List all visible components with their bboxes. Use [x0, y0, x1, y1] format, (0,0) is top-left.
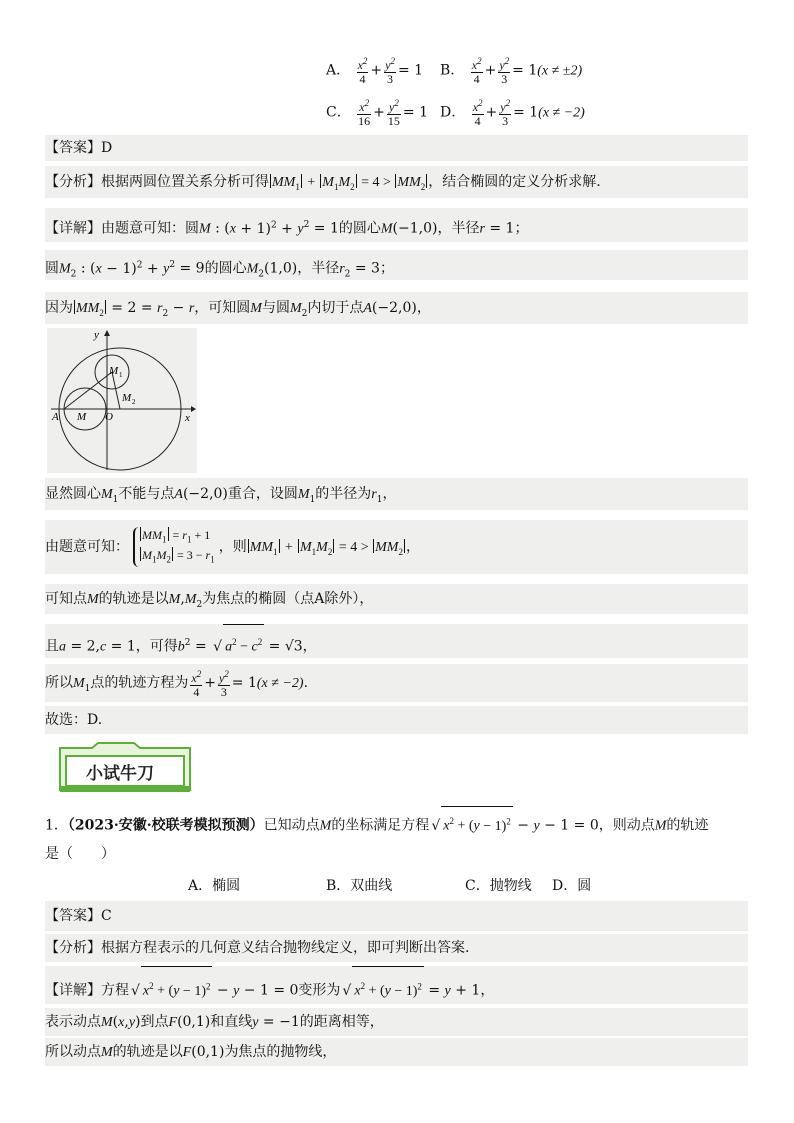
point-m2-label: M	[122, 392, 132, 404]
detail-text: 不能与点	[118, 486, 175, 502]
detail-text: ，可得	[135, 638, 178, 655]
q1-option-a[interactable]: A．椭圆	[188, 878, 241, 894]
detail2-line-1: 【详解】方程 √ $x^2 + (y - 1)^2 - y - 1 = 0$变形为 √ $x^2 + (y - 1)^2 = y + 1$，	[45, 966, 748, 1004]
analysis-tag: 【分析】	[45, 940, 101, 956]
detail-text: 圆	[45, 260, 59, 277]
detail-text: ，	[480, 982, 495, 999]
option-a-top: A． $\frac{x^2}{4}$ + $\frac{y^2}{3}$ = 1	[326, 56, 424, 86]
detail2-line-3: 所以动点M的轨迹是以F(0,1)为焦点的抛物线，	[45, 1038, 748, 1066]
answer-tag: 【答案】	[45, 140, 101, 156]
detail-text: ，	[405, 539, 420, 555]
option-d-top: D． $\frac{x^2}{4}$ + $\frac{y^2}{3}$ = 1(x ≠ −2)	[440, 98, 585, 128]
analysis-line-1: 【分析】根据两圆位置关系分析可得 $MM_1 + M_1M_2 = 4 > MM_2$ ，结合椭圆的定义分析求解.	[45, 166, 748, 198]
question-text: 是（ ）	[45, 846, 115, 862]
q1-option-d[interactable]: D．圆	[552, 878, 592, 894]
detail-text: ；	[379, 260, 394, 277]
detail-text: ，	[302, 638, 317, 655]
detail-text: 所以	[45, 675, 73, 691]
q1-option-c[interactable]: C．抛物线	[465, 878, 532, 894]
detail-text: 由题意可知：	[45, 539, 129, 555]
answer-value: C	[101, 908, 112, 924]
answer-value: D	[101, 140, 113, 156]
detail-text: 和直线	[210, 1014, 253, 1030]
detail-line-2: 圆$M_2$ : $(x - 1)^2 + y^2 = 9$的圆心$M_2(1,0)$，半径$r_2 = 3$；	[45, 250, 748, 280]
y-axis-arrow	[104, 330, 110, 336]
analysis-text: 根据方程表示的几何意义结合抛物线定义，即可判断出答案.	[101, 940, 470, 956]
detail-text: ，	[416, 300, 431, 316]
detail-text: .	[303, 675, 309, 691]
detail-text: 重合，设圆	[227, 486, 298, 502]
detail-text: 且	[45, 638, 59, 655]
question-line-1: 1．（2023·安徽·校联考模拟预测）已知动点M的坐标满足方程 √ $x^2 + (y - 1)^2 - y - 1 = 0$，则动点M的轨迹	[45, 806, 748, 834]
question-line-2	[45, 842, 748, 866]
point-o-label: O	[105, 411, 113, 423]
detail-text: 的轨迹是以	[112, 1044, 183, 1060]
detail-text: ，可知圆	[194, 300, 251, 316]
detail-text: 的轨迹是以	[98, 591, 169, 607]
detail-text: 为焦点的椭圆（点A除外），	[202, 591, 374, 607]
detail-text: 到点	[140, 1014, 169, 1030]
detail-text: 的距离相等，	[299, 1014, 384, 1030]
detail-tag: 【详解】	[45, 220, 101, 237]
answer-line-2	[45, 901, 748, 931]
detail-text: 点的轨迹方程为	[90, 675, 189, 691]
q1-option-b[interactable]: B．双曲线	[326, 878, 393, 894]
x-axis-arrow	[191, 406, 196, 412]
section-header-badge	[56, 742, 194, 794]
option-label: A．	[326, 62, 351, 79]
detail-line-8: 所以$M_1$点的轨迹方程为 $\frac{x^2}{4}$ + $\frac{y^2}{3}$ = 1(x ≠ −2).	[45, 664, 748, 702]
option-label: D．	[440, 104, 466, 121]
answer-tag: 【答案】	[45, 908, 101, 924]
detail-text: 所以动点	[45, 1044, 101, 1060]
point-m1-label: M	[109, 365, 119, 377]
detail-line-1: 【详解】由题意可知：圆M : $(x + 1)^2 + y^2 = 1$的圆心M(−1,0)，半径r = 1；	[45, 208, 748, 242]
question-text: 的轨迹	[666, 817, 709, 834]
axis-x-label: x	[185, 412, 190, 424]
section-title: 小试牛刀	[86, 764, 154, 784]
detail-text: ，	[382, 486, 397, 502]
detail-line-3: 因为 $MM_2 = 2 = r_2 - r$，可知圆M与圆$M_2$内切于点A(−2,0)，	[45, 292, 748, 324]
point-m2-sub: 2	[132, 398, 136, 406]
circle-figure	[47, 328, 197, 473]
option-c-top: C． $\frac{x^2}{16}$ + $\frac{y^2}{15}$ = 1	[326, 98, 428, 128]
option-label: B．	[440, 62, 465, 79]
analysis-line-2	[45, 934, 748, 962]
detail-text: 变形为	[298, 982, 341, 999]
question-text: ，则动点	[598, 817, 655, 834]
analysis-text: 根据两圆位置关系分析可得	[101, 174, 269, 190]
detail-line-5: 由题意可知： $MM_1 = r_1 + 1$ $M_1M_2 = 3 - r_1$ ，则 $MM_1 + M_1M_2 = 4 > MM_2$ ，	[45, 520, 748, 574]
detail2-line-2: 表示动点M(x,y)到点F(0,1)和直线y = −1的距离相等，	[45, 1008, 748, 1036]
detail-text: ，则	[218, 539, 247, 555]
detail-text: 的圆心	[204, 260, 247, 277]
detail-text: 为焦点的抛物线，	[224, 1044, 337, 1060]
detail-text: 表示动点	[45, 1014, 101, 1030]
detail-text: 内切于点	[307, 300, 364, 316]
conclusion-text: 故选：D.	[45, 712, 103, 728]
question-source: （2023·安徽·校联考模拟预测）	[67, 817, 264, 834]
detail-text: ，半径	[297, 260, 340, 277]
option-b-top: B． $\frac{x^2}{4}$ + $\frac{y^2}{3}$ = 1(x ≠ ±2)	[440, 56, 583, 86]
detail-text: 由题意可知：圆	[101, 220, 199, 237]
point-m1-sub: 1	[119, 371, 123, 379]
analysis-text: ，结合椭圆的定义分析求解.	[428, 174, 601, 190]
detail-text: 与圆	[261, 300, 290, 316]
circle-diagram	[47, 328, 197, 473]
detail-text: ，半径	[437, 220, 480, 237]
question-number: 1．	[45, 817, 68, 834]
detail-text: 的半径为	[315, 486, 372, 502]
analysis-tag: 【分析】	[45, 174, 101, 190]
detail-text: 可知点	[45, 591, 87, 607]
axis-y-label: y	[94, 329, 99, 341]
detail-tag: 【详解】	[45, 982, 101, 999]
point-a-label: A	[52, 411, 59, 423]
detail-line-6: 可知点M的轨迹是以$M,M_2$为焦点的椭圆（点A除外），	[45, 584, 748, 614]
detail-text: 方程	[101, 982, 129, 999]
detail-text: 的圆心	[338, 220, 381, 237]
detail-text: 因为	[45, 300, 73, 316]
detail-line-7: 且a = 2,c = 1，可得$b^2$ = √ $a^2 - c^2 = √3$，	[45, 624, 748, 658]
detail-line-4: 显然圆心$M_1$不能与点A(−2,0)重合，设圆$M_1$的半径为$r_1$，	[45, 478, 748, 510]
detail-text: 显然圆心	[45, 486, 101, 502]
answer-line-1	[45, 135, 748, 161]
question-text: 已知动点	[263, 817, 320, 834]
question-text: 的坐标满足方程	[331, 817, 430, 834]
detail-text: ；	[514, 220, 529, 237]
option-label: C．	[326, 104, 351, 121]
detail-line-9	[45, 706, 748, 734]
point-m-label: M	[77, 411, 87, 423]
